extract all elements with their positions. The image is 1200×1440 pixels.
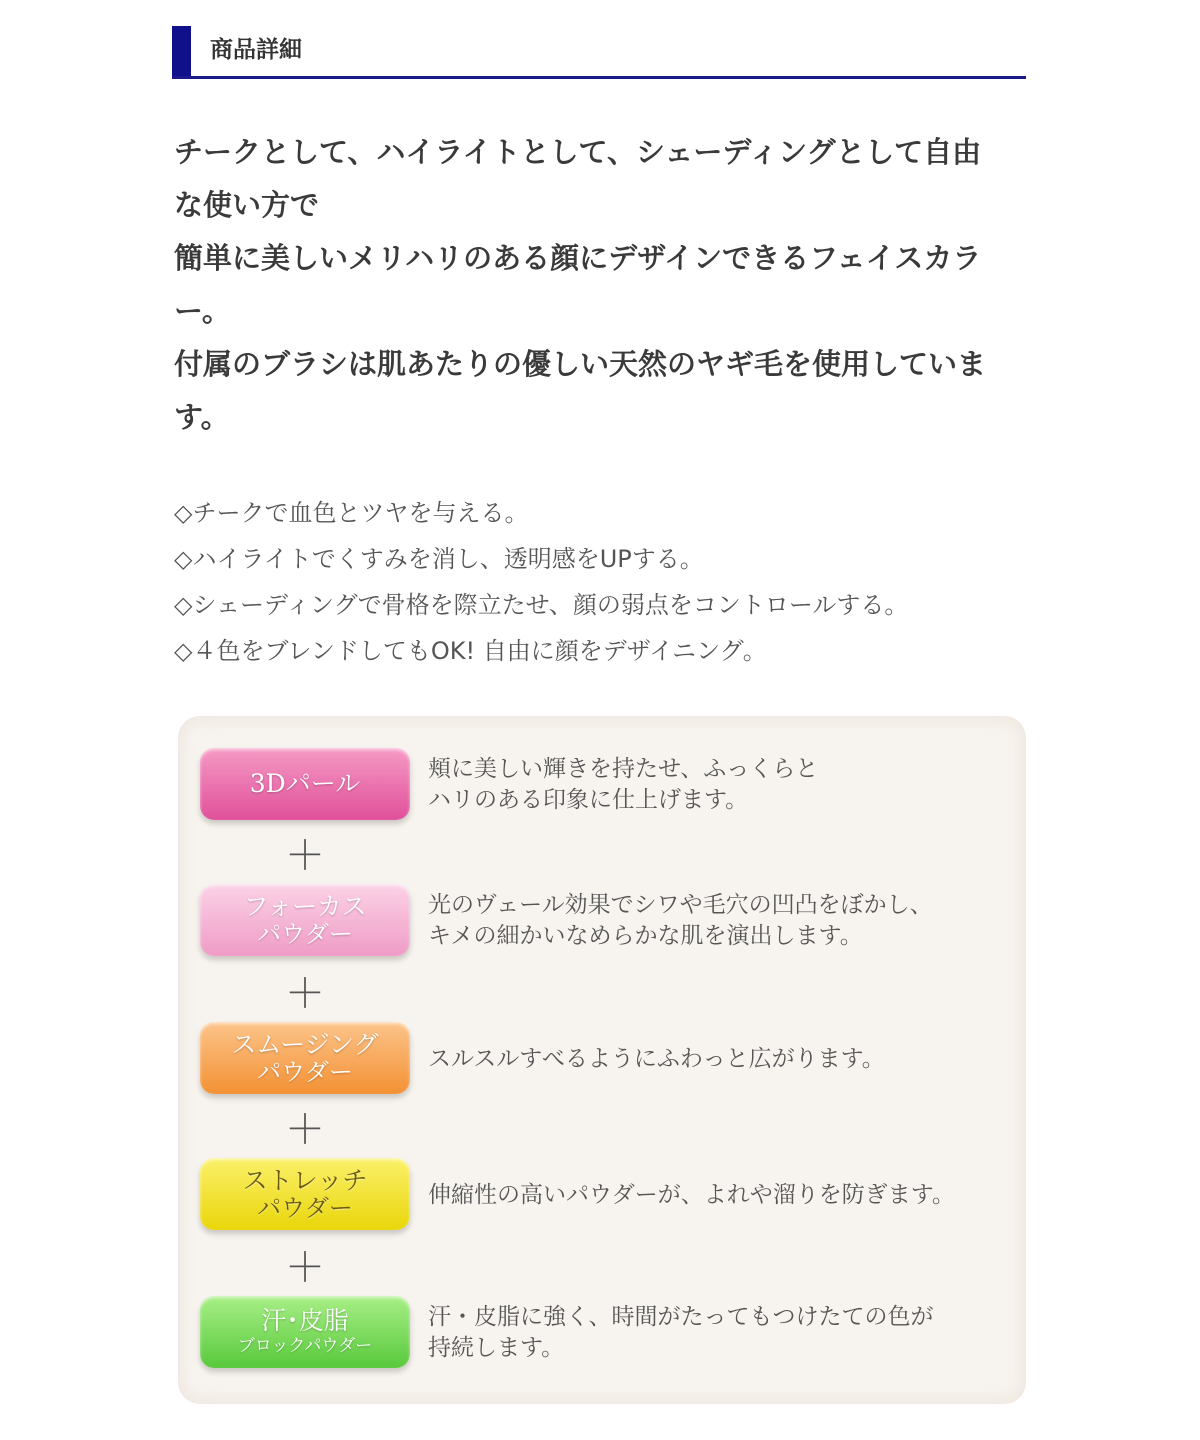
lead-paragraph — [174, 126, 1024, 444]
layer-label-pill — [200, 1158, 410, 1230]
layer-description — [428, 748, 1008, 822]
plus-icon: ＋ — [285, 971, 325, 1017]
layer-label-line1: ストレッチ — [242, 1166, 368, 1195]
layer-label-line1: 3Dパール — [249, 769, 361, 798]
layer-stretch-powder — [200, 1158, 1000, 1232]
layer-desc-line: 頬に美しい輝きを持たせ、ふっくらと — [428, 756, 819, 782]
layer-label-pill — [200, 1296, 410, 1368]
feature-item: ◇ハイライトでくすみを消し、透明感をUPする。 — [174, 545, 704, 573]
layer-label-line1: スムージング — [231, 1030, 379, 1059]
layer-desc-line: 汗・皮脂に強く、時間がたってもつけたての色が — [428, 1304, 934, 1330]
feature-item: ◇シェーディングで骨格を際立たせ、顔の弱点をコントロールする。 — [174, 591, 909, 619]
layer-sweat-sebum-block-powder — [200, 1296, 1000, 1370]
lead-line: 簡単に美しいメリハリのある顔にデザインできるフェイスカラ — [174, 241, 982, 275]
lead-line: 付属のブラシは肌あたりの優しい天然のヤギ毛を使用していま — [174, 347, 987, 381]
layer-description — [428, 1296, 1008, 1370]
section-header-bar — [172, 26, 191, 76]
layer-label-pill — [200, 1022, 410, 1094]
lead-line: チークとして、ハイライトとして、シェーディングとして自由 — [174, 135, 982, 169]
layer-3d-pearl — [200, 748, 1000, 822]
lead-line: す。 — [174, 400, 230, 434]
layer-desc-line: 光のヴェール効果でシワや毛穴の凹凸をぼかし、 — [428, 892, 933, 918]
layer-label-pill — [200, 884, 410, 956]
layer-description — [428, 1022, 1008, 1096]
layer-focus-powder — [200, 884, 1000, 958]
layer-label-line2: パウダー — [257, 1194, 353, 1222]
section-header — [172, 26, 1026, 79]
layer-desc-line: 伸縮性の高いパウダーが、よれや溜りを防ぎます。 — [428, 1181, 955, 1208]
layer-label-pill — [200, 748, 410, 820]
lead-line: な使い方で — [174, 188, 320, 222]
lead-line: ー。 — [174, 294, 231, 328]
layer-label-line1: 汗･皮脂 — [261, 1306, 349, 1335]
layer-label-line2: パウダー — [257, 1058, 353, 1086]
section-title: 商品詳細 — [210, 37, 302, 63]
layer-desc-line: ハリのある印象に仕上げます。 — [428, 787, 749, 813]
layer-description — [428, 884, 1008, 958]
layer-desc-line: スルスルすべるようにふわっと広がります。 — [428, 1045, 885, 1072]
layer-description — [428, 1158, 1008, 1232]
plus-icon: ＋ — [285, 1107, 325, 1153]
layer-smoothing-powder — [200, 1022, 1000, 1096]
layer-desc-line: 持続します。 — [428, 1335, 565, 1361]
layer-label-line2: パウダー — [257, 920, 353, 948]
layer-label-line1: フォーカス — [243, 892, 367, 921]
plus-icon: ＋ — [285, 1245, 325, 1291]
feature-item: ◇チークで血色とツヤを与える。 — [174, 499, 529, 527]
powder-layer-panel — [178, 716, 1026, 1404]
feature-list — [174, 490, 1024, 674]
layer-label-line2: ブロックパウダー — [237, 1336, 373, 1356]
plus-icon: ＋ — [285, 833, 325, 879]
layer-desc-line: キメの細かいなめらかな肌を演出します。 — [428, 923, 863, 949]
feature-item: ◇４色をブレンドしてもOK! 自由に顔をデザイニング。 — [174, 637, 767, 665]
